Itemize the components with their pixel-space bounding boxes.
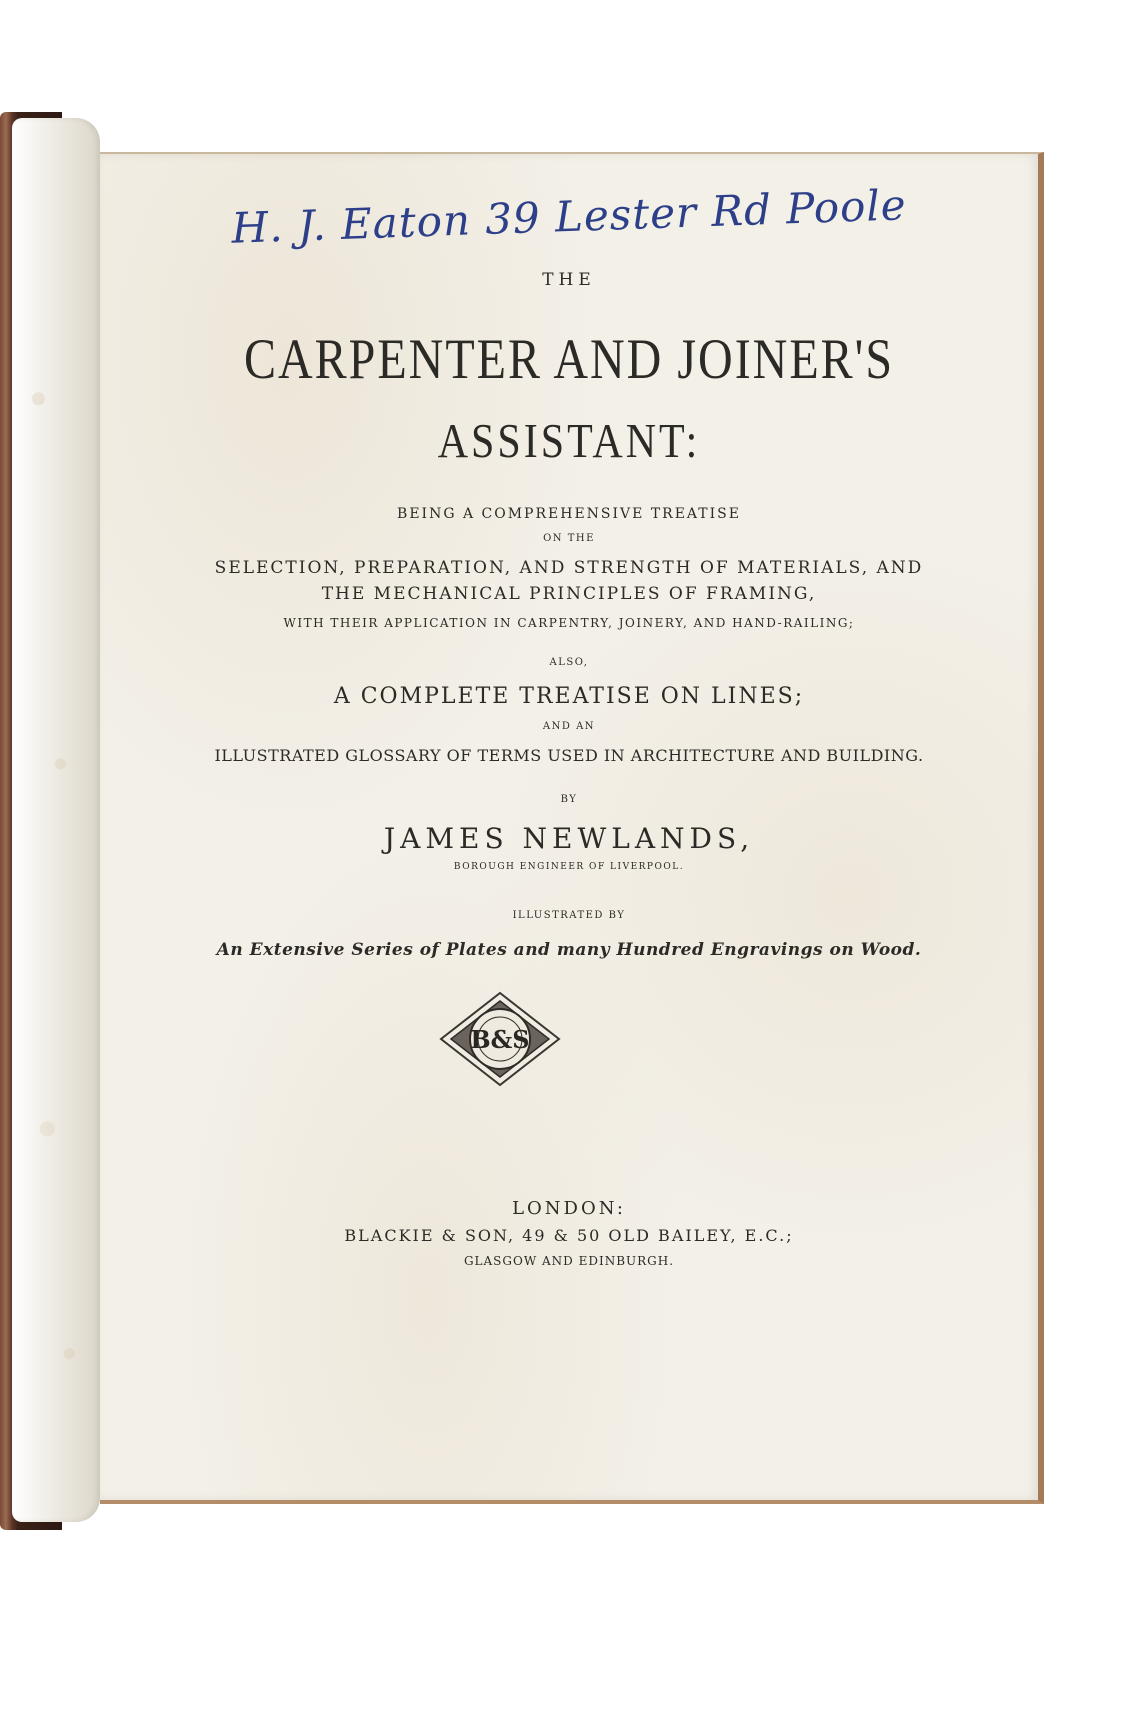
- description-line: BEING A COMPREHENSIVE TREATISE: [397, 506, 741, 522]
- imprint-cities: GLASGOW AND EDINBURGH.: [463, 1254, 675, 1268]
- description-line: ILLUSTRATED GLOSSARY OF TERMS USED IN ARCHITECTURE AND BUILDING.: [214, 746, 924, 765]
- illustrated-by-label: ILLUSTRATED BY: [512, 910, 626, 921]
- imprint-publisher: BLACKIE & SON, 49 & 50 OLD BAILEY, E.C.;: [344, 1226, 794, 1245]
- description-line: WITH THEIR APPLICATION IN CARPENTRY, JOINERY, AND HAND-RAILING;: [283, 616, 855, 630]
- title-page: [100, 152, 1044, 1504]
- title-article: THE: [542, 270, 596, 290]
- book-subtitle: ASSISTANT:: [437, 415, 701, 469]
- author-name: JAMES NEWLANDS,: [383, 822, 755, 855]
- description-line: SELECTION, PREPARATION, AND STRENGTH OF MATERIALS, AND: [214, 558, 924, 578]
- illustrations-description: An Extensive Series of Plates and many Hundred Engravings on Wood.: [216, 940, 922, 960]
- description-line: ON THE: [543, 533, 595, 544]
- author-affiliation: BOROUGH ENGINEER OF LIVERPOOL.: [453, 862, 685, 872]
- book-title: CARPENTER AND JOINER'S: [243, 328, 895, 391]
- description-line: A COMPLETE TREATISE ON LINES;: [333, 684, 805, 709]
- seal-monogram: B&S: [470, 1025, 530, 1054]
- description-line: THE MECHANICAL PRINCIPLES OF FRAMING,: [321, 584, 817, 604]
- publisher-seal-icon: [435, 989, 565, 1089]
- by-label: BY: [560, 794, 578, 805]
- description-line: AND AN: [542, 721, 596, 732]
- imprint-city: LONDON:: [512, 1198, 626, 1219]
- handwritten-inscription: H. J. Eaton 39 Lester Rd Poole: [230, 180, 908, 253]
- description-line: ALSO,: [549, 657, 589, 668]
- left-page-edge: [12, 118, 100, 1522]
